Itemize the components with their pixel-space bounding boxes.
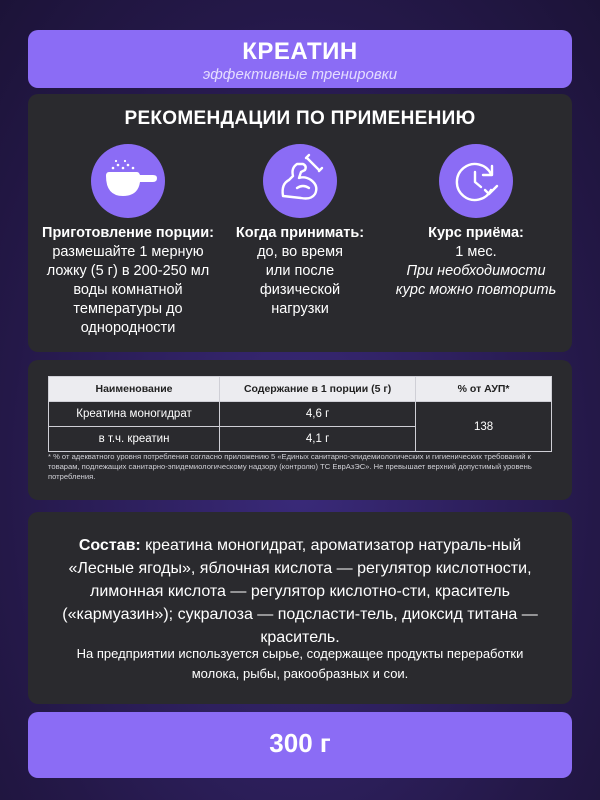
table-header-percent: % от АУП*	[416, 377, 552, 402]
nutrition-table	[48, 376, 552, 452]
table-cell-name: Креатина моногидрат	[49, 402, 220, 427]
net-weight: 300 г	[269, 728, 331, 758]
when-to-take-body: до, во время или после физической нагрузки	[257, 244, 343, 317]
table-cell-percent: 138	[416, 402, 552, 452]
measuring-scoop-icon	[91, 144, 165, 218]
composition-body: креатина моногидрат, ароматизатор натураль-ный «Лесные ягоды», яблочная кислота — регулятор кислотности, лимонная кислота — регулятор кислотно-сти, краситель («кармуазин»); сукралоза — подсласти-тель, диоксид титана — краситель.	[62, 537, 538, 646]
composition-text	[52, 534, 548, 649]
table-header-name: Наименование	[49, 377, 220, 402]
table-header-amount: Содержание в 1 порции (5 г)	[220, 377, 416, 402]
course-duration: 1 мес.	[455, 244, 497, 260]
table-footnote: * % от адекватного уровня потребления согласно приложению 5 «Единых санитарно-эпидемиологических и гигиенических требований к товарам, подлежащих санитарно-эпидемиологическому надзору (контролю) ТС ЕврАзЭС». Не превышает верхний допустимый уровень потребления.	[48, 452, 532, 481]
product-subtitle: эффективные тренировки	[202, 66, 398, 83]
preparation-label: Приготовление порции:	[42, 225, 214, 241]
course-repeat-note: При необходимости курс можно повторить	[395, 263, 557, 298]
recommendations-heading: РЕКОМЕНДАЦИИ ПО ПРИМЕНЕНИЮ	[124, 108, 476, 129]
clock-refresh-icon	[439, 144, 513, 218]
when-to-take-label: Когда принимать:	[235, 225, 365, 241]
course-label: Курс приёма:	[428, 225, 524, 241]
recommendations-panel	[28, 94, 572, 352]
flexing-arm-icon	[263, 144, 337, 218]
table-cell-amount: 4,1 г	[220, 427, 416, 452]
nutrition-panel	[28, 360, 572, 500]
header-banner	[28, 30, 572, 88]
preparation-text	[38, 224, 218, 338]
weight-banner	[28, 712, 572, 778]
composition-panel	[28, 512, 572, 704]
product-title: КРЕАТИН	[242, 38, 358, 65]
course-text	[386, 224, 566, 300]
allergen-note: На предприятии используется сырье, содержащее продукты переработки молока, рыбы, ракообразных и сои.	[76, 646, 524, 681]
table-cell-name: в т.ч. креатин	[49, 427, 220, 452]
table-header-row	[49, 377, 552, 402]
table-cell-amount: 4,6 г	[220, 402, 416, 427]
preparation-body: размешайте 1 мерную ложку (5 г) в 200-250 мл воды комнатной температуры до однородности	[46, 244, 210, 336]
table-row	[49, 402, 552, 427]
when-to-take-text	[210, 224, 390, 319]
composition-label: Состав:	[78, 537, 141, 554]
